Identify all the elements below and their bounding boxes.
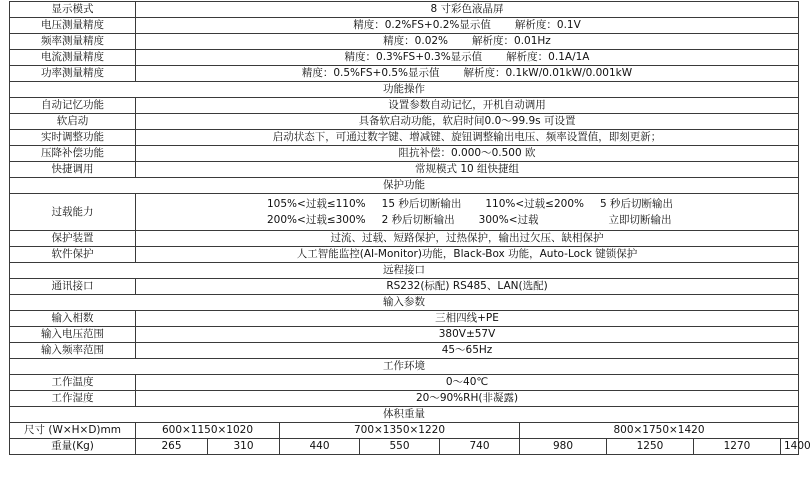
weight-value: 310 — [208, 439, 280, 455]
size-value-1: 600×1150×1020 — [136, 423, 280, 439]
section-title: 工作环境 — [10, 359, 799, 375]
overload-action-1: 15 秒后切断输出 — [381, 198, 462, 210]
auto-memory-value: 设置参数自动记忆，开机自动调用 — [136, 98, 799, 114]
row-work-temp — [10, 375, 799, 391]
weight-value: 550 — [360, 439, 440, 455]
size-value-3: 800×1750×1420 — [520, 423, 799, 439]
row-auto-memory — [10, 98, 799, 114]
power-accuracy-text: 精度：0.5%FS+0.5%显示值 — [301, 67, 440, 79]
display-mode-label: 显示模式 — [10, 2, 136, 18]
overload-action-4: 立即切断输出 — [608, 214, 672, 226]
overload-line-2 — [139, 212, 795, 228]
work-humidity-label: 工作湿度 — [10, 391, 136, 407]
current-accuracy-label: 电流测量精度 — [10, 50, 136, 66]
row-display-mode — [10, 2, 799, 18]
section-input — [10, 295, 799, 311]
quick-call-label: 快捷调用 — [10, 162, 136, 178]
input-phase-label: 输入相数 — [10, 311, 136, 327]
voltage-accuracy-text: 精度：0.2%FS+0.2%显示值 — [353, 19, 491, 31]
overload-action-3: 2 秒后切断输出 — [381, 214, 455, 226]
overload-action-2: 5 秒后切断输出 — [599, 198, 674, 210]
work-temp-value: 0～40℃ — [136, 375, 799, 391]
display-mode-value: 8 寸彩色液晶屏 — [136, 2, 799, 18]
overload-line-1 — [139, 196, 795, 212]
power-resolution-text: 解析度：0.1kW/0.01kW/0.001kW — [463, 67, 633, 79]
overload-label: 过载能力 — [10, 194, 136, 231]
weight-value: 740 — [440, 439, 520, 455]
weight-value: 1400 — [781, 439, 799, 455]
input-voltage-value: 380V±57V — [136, 327, 799, 343]
row-realtime-adjust — [10, 130, 799, 146]
drop-comp-label: 压降补偿功能 — [10, 146, 136, 162]
spec-table — [9, 1, 811, 455]
voltage-accuracy-value — [136, 18, 799, 34]
freq-accuracy-label: 频率测量精度 — [10, 34, 136, 50]
work-humidity-value: 20～90%RH(非凝露) — [136, 391, 799, 407]
freq-resolution-text: 解析度：0.01Hz — [472, 35, 551, 47]
weight-label: 重量(Kg) — [10, 439, 136, 455]
row-voltage-accuracy — [10, 18, 799, 34]
section-title: 输入参数 — [10, 295, 799, 311]
voltage-accuracy-label: 电压测量精度 — [10, 18, 136, 34]
section-function-ops — [10, 82, 799, 98]
weight-value: 265 — [136, 439, 208, 455]
protect-device-label: 保护装置 — [10, 231, 136, 247]
section-title: 体积重量 — [10, 407, 799, 423]
row-quick-call — [10, 162, 799, 178]
current-resolution-text: 解析度：0.1A/1A — [506, 51, 590, 63]
overload-value — [136, 194, 799, 231]
size-value-2: 700×1350×1220 — [280, 423, 520, 439]
row-freq-accuracy — [10, 34, 799, 50]
row-size — [10, 423, 799, 439]
current-accuracy-value — [136, 50, 799, 66]
freq-accuracy-text: 精度：0.02% — [383, 35, 449, 47]
realtime-adjust-value: 启动状态下，可通过数字键、增减键、旋钮调整输出电压、频率设置值，即刻更新； — [136, 130, 799, 146]
row-software-protect — [10, 247, 799, 263]
realtime-adjust-label: 实时调整功能 — [10, 130, 136, 146]
comm-interface-label: 通讯接口 — [10, 279, 136, 295]
voltage-resolution-text: 解析度：0.1V — [514, 19, 581, 31]
soft-start-value: 具备软启动功能，软启时间0.0～99.9s 可设置 — [136, 114, 799, 130]
section-volume-weight — [10, 407, 799, 423]
overload-range-3: 200%<过载≤300% — [267, 214, 366, 226]
weight-value: 1250 — [607, 439, 694, 455]
row-soft-start — [10, 114, 799, 130]
size-label: 尺寸 (W×H×D)mm — [10, 423, 136, 439]
auto-memory-label: 自动记忆功能 — [10, 98, 136, 114]
row-comm-interface — [10, 279, 799, 295]
soft-start-label: 软启动 — [10, 114, 136, 130]
row-input-phase — [10, 311, 799, 327]
software-protect-label: 软件保护 — [10, 247, 136, 263]
input-freq-label: 输入频率范围 — [10, 343, 136, 359]
row-work-humidity — [10, 391, 799, 407]
row-weight — [10, 439, 799, 455]
input-voltage-label: 输入电压范围 — [10, 327, 136, 343]
comm-interface-value: RS232(标配) RS485、LAN(选配) — [136, 279, 799, 295]
row-overload — [10, 194, 799, 231]
row-input-freq — [10, 343, 799, 359]
section-protection — [10, 178, 799, 194]
row-input-voltage — [10, 327, 799, 343]
power-accuracy-value — [136, 66, 799, 82]
weight-value: 1270 — [694, 439, 781, 455]
section-title: 远程接口 — [10, 263, 799, 279]
work-temp-label: 工作温度 — [10, 375, 136, 391]
row-current-accuracy — [10, 50, 799, 66]
row-protect-device — [10, 231, 799, 247]
input-freq-value: 45～65Hz — [136, 343, 799, 359]
row-power-accuracy — [10, 66, 799, 82]
input-phase-value: 三相四线+PE — [136, 311, 799, 327]
row-drop-comp — [10, 146, 799, 162]
quick-call-value: 常规模式 10 组快捷组 — [136, 162, 799, 178]
freq-accuracy-value — [136, 34, 799, 50]
section-remote — [10, 263, 799, 279]
power-accuracy-label: 功率测量精度 — [10, 66, 136, 82]
overload-range-2: 110%<过载≤200% — [485, 198, 584, 210]
section-title: 功能操作 — [10, 82, 799, 98]
weight-value: 440 — [280, 439, 360, 455]
current-accuracy-text: 精度：0.3%FS+0.3%显示值 — [344, 51, 483, 63]
drop-comp-value: 阻抗补偿：0.000～0.500 欧 — [136, 146, 799, 162]
overload-range-4: 300%<过载 — [478, 214, 539, 226]
overload-range-1: 105%<过载≤110% — [267, 198, 366, 210]
weight-value: 980 — [520, 439, 607, 455]
software-protect-value: 人工智能监控(AI-Monitor)功能，Black-Box 功能，Auto-Lock 键锁保护 — [136, 247, 799, 263]
protect-device-value: 过流、过载、短路保护，过热保护，输出过欠压、缺相保护 — [136, 231, 799, 247]
section-title: 保护功能 — [10, 178, 799, 194]
section-environment — [10, 359, 799, 375]
